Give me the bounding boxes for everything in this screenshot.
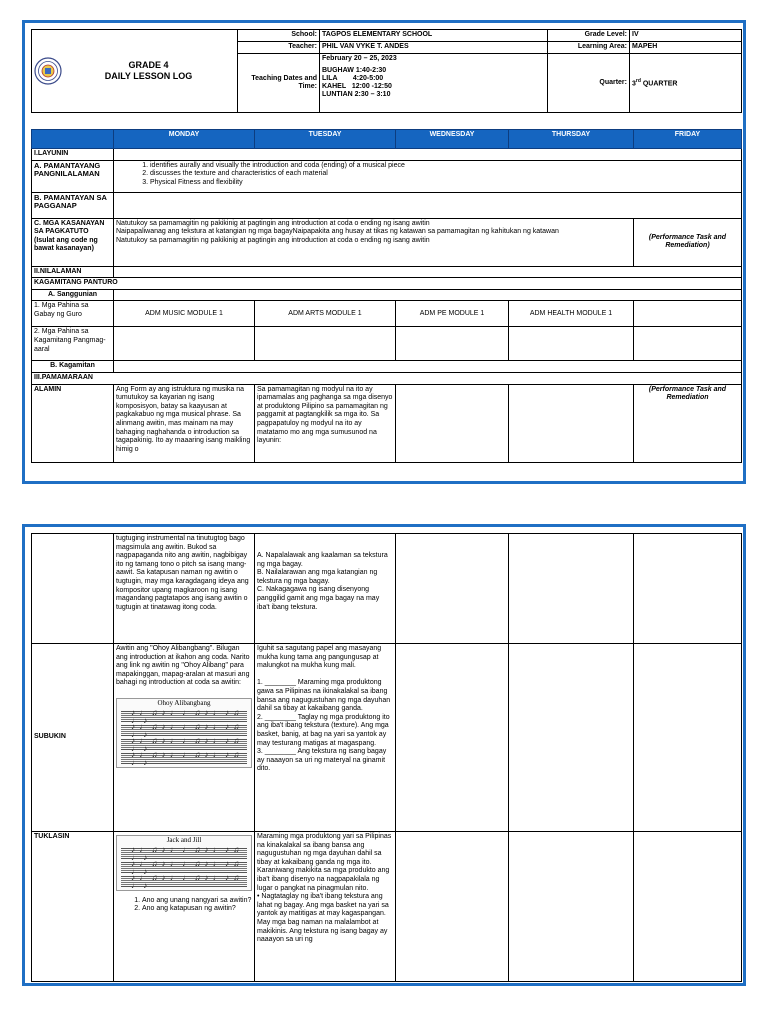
blank-cell xyxy=(255,327,396,361)
teacher-value: PHIL VAN VYKE T. ANDES xyxy=(320,42,548,54)
title-cell xyxy=(32,30,238,113)
blank-cell xyxy=(509,384,634,462)
day-tuesday: TUESDAY xyxy=(255,130,396,149)
music-staff xyxy=(121,711,247,722)
school-value: TAGPOS ELEMENTARY SCHOOL xyxy=(320,30,548,42)
pamamaraan-label: III.PAMAMARAAN xyxy=(32,372,742,384)
header-table xyxy=(31,29,742,113)
nilalaman-label: II.NILALAMAN xyxy=(32,266,114,278)
blank-cell xyxy=(396,384,509,462)
log-title: DAILY LESSON LOG xyxy=(104,71,193,81)
quarter-value xyxy=(630,54,742,113)
kasanayan-line: Naipapaliwanag ang tekstura at katangian ng mga bagayNaipapakita ang husay at tikas ng katawan sa pamamagitan ng kahitukan ng katawan xyxy=(116,228,559,236)
layunin-blank xyxy=(114,149,742,161)
day-friday: FRIDAY xyxy=(634,130,742,149)
learning-area-label: Learning Area: xyxy=(548,42,630,54)
module-health: ADM HEALTH MODULE 1 xyxy=(509,301,634,327)
lesson-grid-continued xyxy=(31,533,742,982)
grade-level-value: IV xyxy=(630,30,742,42)
subukin-label: SUBUKIN xyxy=(32,644,114,832)
quarter-text: QUARTER xyxy=(640,80,678,88)
day-header-row xyxy=(32,130,742,149)
teacher-label: Teacher: xyxy=(238,42,320,54)
blank-cell xyxy=(634,327,742,361)
nilalaman-blank xyxy=(114,266,742,278)
kasanayan-content xyxy=(114,218,634,266)
pamantayang-item: 2. discusses the texture and characteristics of each material xyxy=(150,170,739,179)
date-range: February 20 – 25, 2023 xyxy=(322,55,397,62)
blank-cell xyxy=(114,327,255,361)
quarter-number: 3 xyxy=(632,80,636,88)
tuklasin-label: TUKLASIN xyxy=(32,832,114,982)
time-bughaw: BUGHAW 1:40-2:30 xyxy=(322,67,387,74)
blank-cell xyxy=(396,534,509,644)
music-staff xyxy=(121,848,247,859)
lesson-grid xyxy=(31,129,742,463)
music-staff xyxy=(121,753,247,764)
alamin-monday-continued: tugtuging instrumental na tinutugtog bago magsimula ang awitin. Bukod sa nagpapaganda nito ang awitin, nagbibigay ito ng tamang tono o pitch sa isang mang-aawit. Sa katapusan naman ng awitin o tugtugin, may mga karagdagang ideya ang kompositor upang magkaroon ng isang magandang pagtatapos ang isang awitin o tugtugin at tinatawag itong coda. xyxy=(114,534,255,644)
module-pe: ADM PE MODULE 1 xyxy=(396,301,509,327)
alamin-tuesday: Sa pamamagitan ng modyul na ito ay ipamamalas ang paghanga sa mga disenyo at produktong Pilipino sa pamamagitan ng paggamit at pagtangkilik sa mga ito. Sa pagpapatuloy ng modyul na ito ay matatamo mo ang mga sumusunod na layunin: xyxy=(255,384,396,462)
quarter-label: Quarter: xyxy=(548,54,630,113)
grade-level-label: Grade Level: xyxy=(548,30,630,42)
module-music: ADM MUSIC MODULE 1 xyxy=(114,301,255,327)
music-staff xyxy=(121,739,247,750)
deped-seal-icon xyxy=(34,57,62,85)
module-friday-blank xyxy=(634,301,742,327)
school-label: School: xyxy=(238,30,320,42)
sanggunian-label: A. Sanggunian xyxy=(32,289,114,301)
page-2 xyxy=(22,524,746,986)
pamantayang-content xyxy=(114,160,742,192)
dates-label: Teaching Dates and Time: xyxy=(238,54,320,113)
kasanayan-label: C. MGA KASANAYAN SA PAGKATUTO (Isulat ang code ng bawat kasanayan) xyxy=(32,218,114,266)
alamin-tuesday-continued: A. Napalalawak ang kaalaman sa tekstura ng mga bagay. B. Nailalarawan ang mga katangian ng tekstura ng mga bagay. C. Nakagagawa ng isang disenyong panggilid gamit ang mga bagay na may iba't ibang tekstura. xyxy=(255,534,396,644)
tuklasin-tuesday: Maraming mga produktong yari sa Pilipinas na kinakalakal sa ibang bansa ang nagugustuhan ng mga dayuhan dahil sa tibay at kakaibang ganda ng mga ito. Karaniwang makikita sa mga produkto ang iba't ibang disenyo na nagpapakilala ng lugar o pangkat na pinagmulan nito. • Nagtataglay ng iba't ibang tekstura ang lahat ng bagay. Ang mga basket na yari sa yantok ay matitigas at may kagaspangan. May mga bag naman na malalambot at makikinis. Ang tekstura ng isang bagay ay naaayon sa uri ng xyxy=(255,832,396,982)
sheet-music-ohoy-alibangbang xyxy=(116,698,252,768)
blank-cell xyxy=(634,832,742,982)
gabay-label: 1. Mga Pahina sa Gabay ng Guro xyxy=(32,301,114,327)
music-staff xyxy=(121,876,247,887)
learning-area-value: MAPEH xyxy=(630,42,742,54)
subukin-tuesday: Iguhit sa sagutang papel ang masayang mukha kung tama ang pangungusap at malungkot na mukha kung mali. 1. ________ Maraming mga produktong gawa sa Pilipinas na ikinakalakal sa ibang bansa ang nagugustuhan ng mga dayuhan dahil sa tibay at kakaibang ganda. 2. ________ Taglay ng mga produktong ito ang iba't ibang tekstura (texture). Ang mga basket, banig, at bag na yari sa yantok ay may testurang matigas at magaspang. 3. ________ Ang tekstura ng isang bagay ay naaayon sa uri ng materyal na ginamit dito. xyxy=(255,644,396,832)
tuklasin-monday xyxy=(114,832,255,982)
day-thursday: THURSDAY xyxy=(509,130,634,149)
kasanayan-line: Natutukoy sa pamamagitin ng pakikinig at pagtingin ang introduction at coda o ending ng isang awitin xyxy=(116,236,430,244)
sheet-title: Jack and Jill xyxy=(166,836,202,844)
pamantayang-label: A. PAMANTAYANG PANGNILALAMAN xyxy=(32,160,114,192)
blank-cell xyxy=(634,534,742,644)
page-1 xyxy=(22,20,746,484)
blank-cell xyxy=(32,534,114,644)
pamantayang-item: 1. identifies aurally and visually the introduction and coda (ending) of a musical piece xyxy=(150,162,739,171)
pagganap-blank xyxy=(114,192,742,218)
kasanayan-line: Natutukoy sa pamamagitin ng pakikinig at pagtingin ang introduction at coda o ending ng isang awitin xyxy=(116,219,430,227)
subukin-monday xyxy=(114,644,255,832)
layunin-label: I.LAYUNIN xyxy=(32,149,114,161)
blank-cell xyxy=(396,327,509,361)
blank-cell xyxy=(396,832,509,982)
tuklasin-question: 2. Ano ang katapusan ng awitin? xyxy=(142,905,252,914)
time-lila: LILA 4:20-5:00 xyxy=(322,75,384,82)
music-staff xyxy=(121,725,247,736)
blank-cell xyxy=(509,534,634,644)
dates-value xyxy=(320,54,548,113)
alamin-monday: Ang Form ay ang istruktura ng musika na tumutukoy sa kayarian ng isang komposisyon, batay sa kaayusan at pagkakabuo ng mga musical phrase. Sa alinmang awitin, mas mainam na may bahaging naghahanda o introduction sa tagapakinig. Ito ay maaaring isang maikling himig o xyxy=(114,384,255,462)
module-arts: ADM ARTS MODULE 1 xyxy=(255,301,396,327)
time-luntian: LUNTIAN 2:30 – 3:10 xyxy=(322,91,391,98)
alamin-friday: (Performance Task and Remediation xyxy=(634,384,742,462)
blank-cell xyxy=(396,644,509,832)
pamantayang-item: 3. Physical Fitness and flexibility xyxy=(150,179,739,188)
blank-cell xyxy=(509,832,634,982)
blank-cell xyxy=(509,327,634,361)
day-monday: MONDAY xyxy=(114,130,255,149)
pagganap-label: B. PAMANTAYAN SA PAGGANAP xyxy=(32,192,114,218)
grade-title: GRADE 4 xyxy=(128,60,169,70)
b-kagamitan-blank xyxy=(114,361,742,373)
subukin-instructions: Awitin ang "Ohoy Alibangbang". Bilugan ang introduction at ikahon ang coda. Narito ang link ng awitin ng "Ohoy Alibang" para mapakinggan, mapag-aralan at masuri ang bahagi ng introduction at coda sa awitin: xyxy=(116,645,250,687)
day-header-blank xyxy=(32,130,114,149)
performance-task: (Performance Task and Remediation) xyxy=(634,218,742,266)
sanggunian-blank xyxy=(114,289,742,301)
quarter-suffix: rd xyxy=(635,78,641,85)
tuklasin-question: 1. Ano ang unang nangyari sa awitin? xyxy=(142,897,252,906)
blank-cell xyxy=(509,644,634,832)
day-wednesday: WEDNESDAY xyxy=(396,130,509,149)
time-kahel: KAHEL 12:00 -12:50 xyxy=(322,83,392,90)
kagamitang-label: 2. Mga Pahina sa Kagamitang Pangmag-aaral xyxy=(32,327,114,361)
kagamitan-label: KAGAMITANG PANTURO xyxy=(32,278,742,290)
sheet-music-jack-and-jill xyxy=(116,835,252,891)
alamin-label: ALAMIN xyxy=(32,384,114,462)
sheet-title: Ohoy Alibangbang xyxy=(157,698,211,707)
blank-cell xyxy=(634,644,742,832)
b-kagamitan-label: B. Kagamitan xyxy=(32,361,114,373)
music-staff xyxy=(121,862,247,873)
